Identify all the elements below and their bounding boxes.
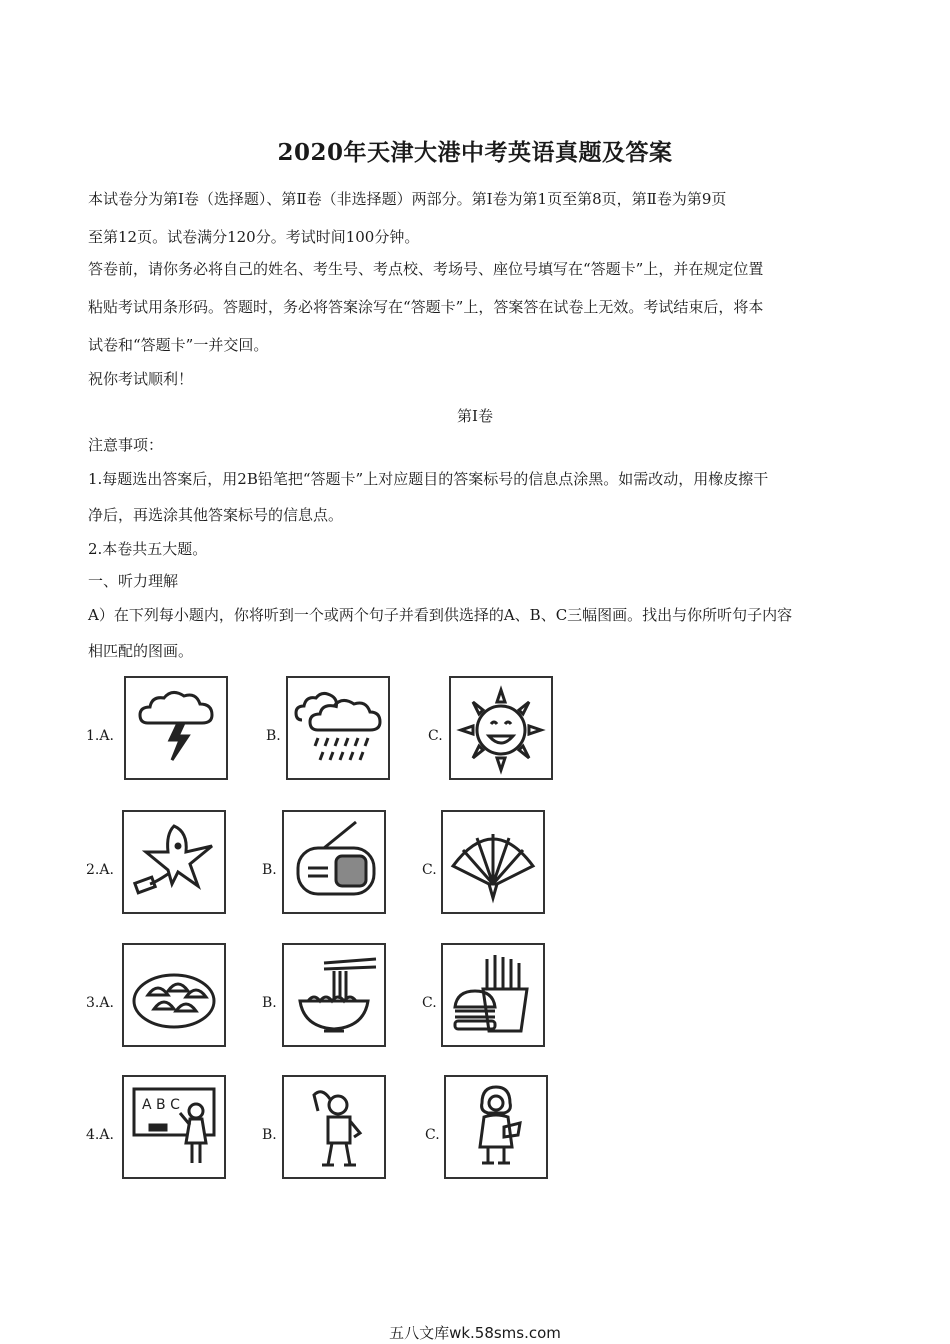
sun-icon[interactable] xyxy=(449,676,553,780)
option-c-label: C. xyxy=(425,1127,440,1143)
option-a-label: 2.A. xyxy=(86,862,114,878)
option-b-label: B. xyxy=(262,995,277,1011)
footer-watermark: 五八文库wk.58sms.com xyxy=(389,1324,561,1342)
option-a-label: 1.A. xyxy=(86,728,114,744)
page-title: 2020年天津大港中考英语真题及答案 xyxy=(277,139,673,166)
exercising-man-icon[interactable] xyxy=(282,1075,386,1179)
noodles-icon[interactable] xyxy=(282,943,386,1047)
intro-line-5: 试卷和“答题卡”一并交回。 xyxy=(88,336,269,354)
question-row xyxy=(0,943,950,1055)
intro-line-2: 至第12页。试卷满分120分。考试时间100分钟。 xyxy=(88,228,420,246)
cook-icon[interactable] xyxy=(444,1075,548,1179)
thunderstorm-icon[interactable] xyxy=(124,676,228,780)
option-c-label: C. xyxy=(422,862,437,878)
question-row xyxy=(0,1075,950,1187)
radio-icon[interactable] xyxy=(282,810,386,914)
section-title: 第Ⅰ卷 xyxy=(457,407,493,425)
kite-icon[interactable] xyxy=(122,810,226,914)
part1-instruction-line-1: A）在下列每小题内，你将听到一个或两个句子并看到供选择的A、B、C三幅图画。找出与你所听句子内容 xyxy=(88,606,793,624)
intro-line-6: 祝你考试顺利！ xyxy=(88,370,194,388)
part1-heading: 一、听力理解 xyxy=(88,572,179,590)
option-b-label: B. xyxy=(262,862,277,878)
option-b-label: B. xyxy=(262,1127,277,1143)
fan-icon[interactable] xyxy=(441,810,545,914)
fast-food-icon[interactable] xyxy=(441,943,545,1047)
option-b-label: B. xyxy=(266,728,281,744)
notes-heading: 注意事项： xyxy=(88,436,164,454)
intro-line-1: 本试卷分为第Ⅰ卷（选择题）、第Ⅱ卷（非选择题）两部分。第Ⅰ卷为第1页至第8页，第Ⅱ卷为第9页 xyxy=(88,190,727,208)
rain-icon[interactable] xyxy=(286,676,390,780)
option-c-label: C. xyxy=(428,728,443,744)
part1-instruction-line-2: 相匹配的图画。 xyxy=(88,642,194,660)
question-row xyxy=(0,810,950,922)
intro-line-4: 粘贴考试用条形码。答题时，务必将答案涂写在“答题卡”上，答案答在试卷上无效。考试结束后，将本 xyxy=(88,298,764,316)
option-a-label: 4.A. xyxy=(86,1127,114,1143)
question-row xyxy=(0,676,950,788)
option-c-label: C. xyxy=(422,995,437,1011)
notes-item-1-line-1: 1.每题选出答案后，用2B铅笔把“答题卡”上对应题目的答案标号的信息点涂黑。如需改动，用橡皮擦干 xyxy=(88,470,769,488)
dumplings-icon[interactable] xyxy=(122,943,226,1047)
svg-text:A B C: A B C xyxy=(142,1097,180,1113)
notes-item-1-line-2: 净后，再选涂其他答案标号的信息点。 xyxy=(88,506,344,524)
intro-line-3: 答卷前，请你务必将自己的姓名、考生号、考点校、考场号、座位号填写在“答题卡”上，并在规定位置 xyxy=(88,260,764,278)
notes-item-2: 2.本卷共五大题。 xyxy=(88,540,208,558)
teacher-icon[interactable] xyxy=(122,1075,226,1179)
option-a-label: 3.A. xyxy=(86,995,114,1011)
